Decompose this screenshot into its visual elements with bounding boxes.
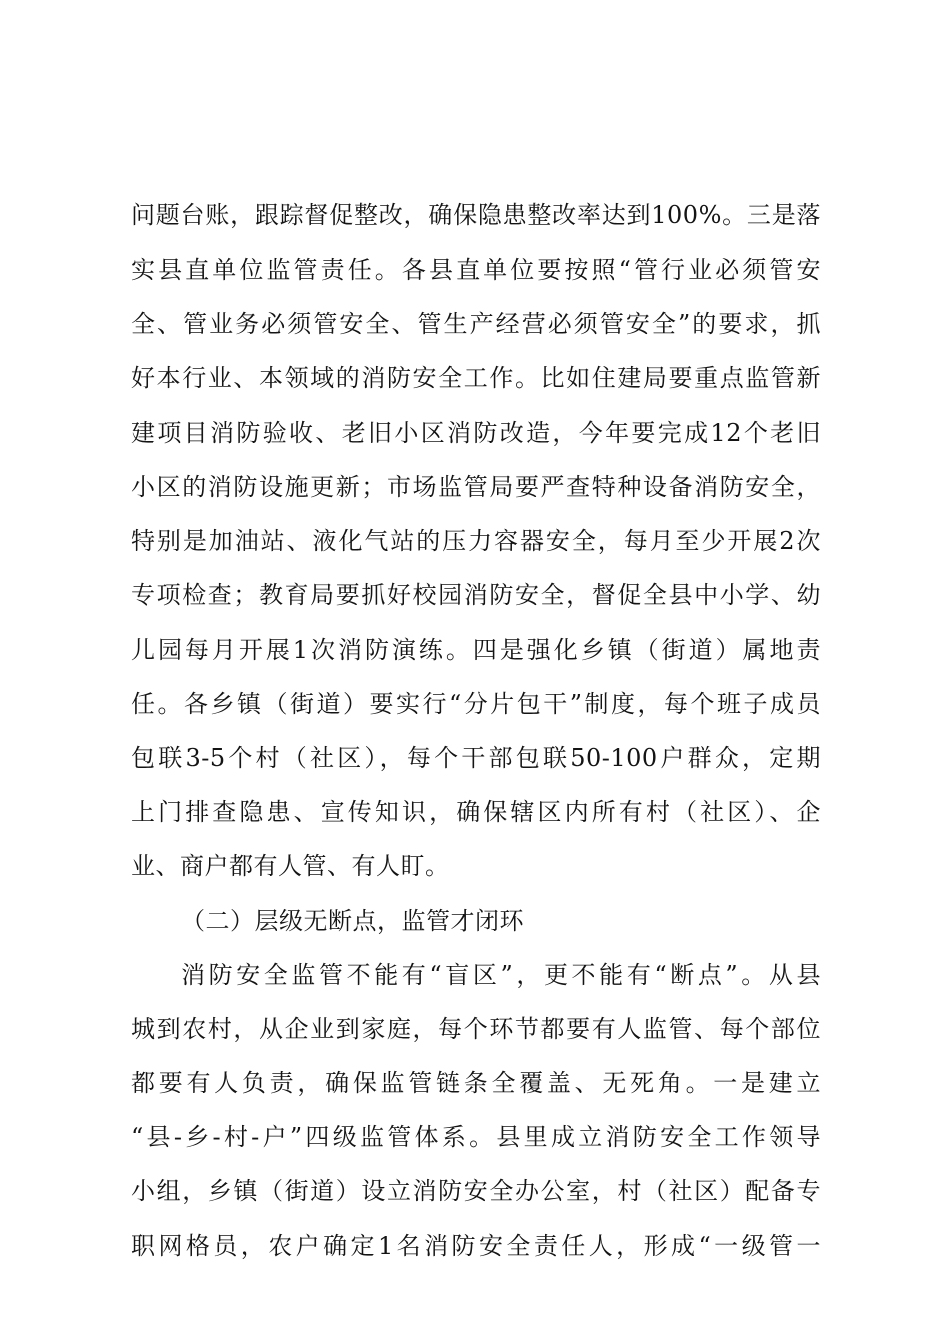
text-line: 全、管业务必须管安全、管生产经营必须管安全”的要求，抓 — [131, 310, 821, 338]
text-line: 实县直单位监管责任。各县直单位要按照“管行业必须管安 — [131, 256, 821, 284]
text-line: 问题台账，跟踪督促整改，确保隐患整改率达到100%。三是落 — [131, 201, 821, 229]
text-line: 特别是加油站、液化气站的压力容器安全，每月至少开展2次 — [131, 527, 821, 555]
section-heading: （二）层级无断点，监管才闭环 — [181, 907, 524, 935]
text-line: 好本行业、本领域的消防安全工作。比如住建局要重点监管新 — [131, 364, 821, 392]
text-line: 包联3-5个村（社区），每个干部包联50-100户群众，定期 — [131, 744, 821, 772]
text-line: “县-乡-村-户”四级监管体系。县里成立消防安全工作领导 — [131, 1123, 821, 1151]
text-line: 任。各乡镇（街道）要实行“分片包干”制度，每个班子成员 — [131, 690, 821, 718]
text-line: 上门排查隐患、宣传知识，确保辖区内所有村（社区）、企 — [131, 798, 821, 826]
text-line: 业、商户都有人管、有人盯。 — [131, 852, 450, 880]
text-line: 儿园每月开展1次消防演练。四是强化乡镇（街道）属地责 — [131, 636, 821, 664]
text-line: 城到农村，从企业到家庭，每个环节都要有人监管、每个部位 — [131, 1015, 821, 1043]
text-line: 职网格员，农户确定1名消防安全责任人，形成“一级管一 — [131, 1232, 821, 1260]
text-line: 小组，乡镇（街道）设立消防安全办公室，村（社区）配备专 — [131, 1177, 821, 1205]
text-line: 小区的消防设施更新；市场监管局要严查特种设备消防安全， — [131, 473, 821, 501]
text-line: 专项检查；教育局要抓好校园消防安全，督促全县中小学、幼 — [131, 581, 821, 609]
text-line: 都要有人负责，确保监管链条全覆盖、无死角。一是建立 — [131, 1069, 821, 1097]
text-line: 建项目消防验收、老旧小区消防改造，今年要完成12个老旧 — [131, 419, 821, 447]
paragraph-first-line: 消防安全监管不能有“盲区”，更不能有“断点”。从县 — [181, 961, 821, 989]
